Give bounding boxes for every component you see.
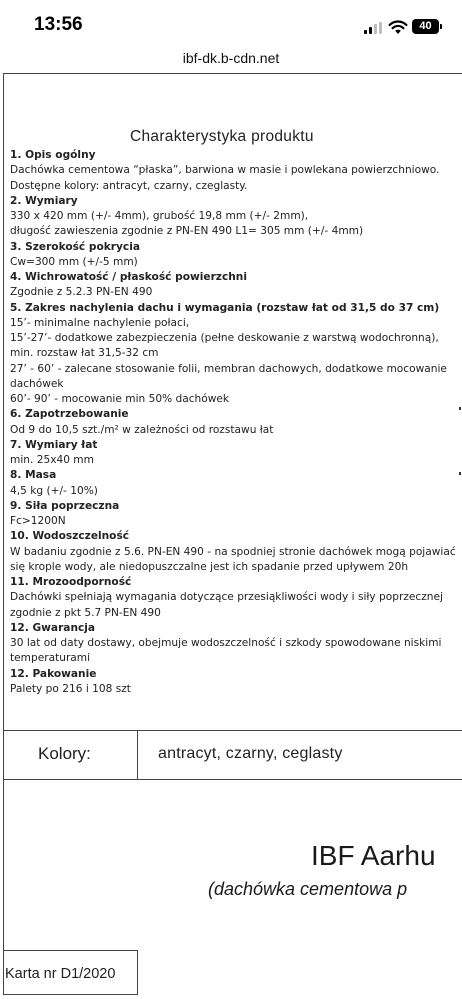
spec-heading: 4. Wichrowatość / płaskość powierzchni bbox=[10, 271, 247, 283]
spec-text: dachówek bbox=[10, 377, 64, 390]
spec-text: 27’ - 60’ - zalecane stosowanie folii, membran dachowych, dodatkowe mocowanie bbox=[10, 362, 447, 375]
spec-text: temperaturami bbox=[10, 652, 91, 665]
wifi-icon bbox=[388, 19, 408, 35]
spec-heading: 10. Wodoszczelność bbox=[10, 530, 130, 543]
spec-heading: 12. Pakowanie bbox=[10, 667, 97, 680]
spec-heading: 6. Zapotrzebowanie bbox=[10, 408, 129, 421]
colors-value: antracyt, czarny, ceglasty bbox=[158, 745, 343, 762]
spec-heading: 1. Opis ogólny bbox=[10, 149, 96, 161]
status-bar bbox=[0, 0, 462, 50]
spec-text: Fc>1200N bbox=[10, 515, 66, 527]
frame-border-top bbox=[3, 73, 462, 74]
spec-text: 30 lat od daty dostawy, obejmuje wodoszczelność i szkody spowodowane niskimi bbox=[10, 637, 442, 649]
frame-border-left bbox=[3, 73, 4, 995]
table-line-colors-bottom bbox=[3, 779, 462, 780]
spec-heading: 9. Siła poprzeczna bbox=[10, 499, 120, 512]
scan-mark bbox=[459, 472, 461, 475]
browser-url[interactable]: ibf-dk.b-cdn.net bbox=[182, 50, 280, 66]
spec-text: 330 x 420 mm (+/- 4mm), grubość 19,8 mm (+/- 2mm), bbox=[10, 210, 309, 222]
spec-text: się krople wody, ale niedopuszczalne jest ich spadanie przed upływem 20h bbox=[10, 560, 409, 573]
document-title: Charakterystyka produktu bbox=[130, 128, 314, 145]
spec-text: W badaniu zgodnie z 5.6. PN-EN 490 - na spodniej stronie dachówek mogą pojawiać bbox=[10, 545, 456, 558]
spec-text: Cw=300 mm (+/-5 mm) bbox=[10, 255, 138, 268]
spec-text: Dachówki spełniają wymagania dotyczące przesiąkliwości wody i siły poprzecznej bbox=[10, 591, 443, 604]
scan-mark bbox=[459, 407, 461, 410]
status-time: 13:56 bbox=[34, 14, 83, 35]
spec-heading: 5. Zakres nachylenia dachu i wymagania (rozstaw łat od 31,5 do 37 cm) bbox=[10, 301, 440, 314]
table-line-card-top bbox=[3, 950, 137, 951]
battery-tip bbox=[440, 24, 442, 29]
spec-heading: 8. Masa bbox=[10, 469, 57, 482]
spec-heading: 12. Gwarancja bbox=[10, 621, 96, 634]
spec-text: 4,5 kg (+/- 10%) bbox=[10, 484, 98, 497]
table-line-bottom bbox=[3, 994, 137, 995]
card-number: Karta nr D1/2020 bbox=[5, 966, 116, 982]
table-divider-card bbox=[137, 950, 138, 995]
battery-icon: 40 bbox=[412, 19, 439, 34]
spec-text: długość zawieszenia zgodnie z PN-EN 490 L1= 305 mm (+/- 4mm) bbox=[10, 225, 364, 238]
spec-list bbox=[10, 148, 460, 697]
spec-heading: 2. Wymiary bbox=[10, 194, 78, 207]
table-divider-colors bbox=[137, 730, 138, 779]
spec-text: 60’- 90’ - mocowanie min 50% dachówek bbox=[10, 393, 230, 405]
spec-text: Zgodnie z 5.2.3 PN-EN 490 bbox=[10, 286, 153, 299]
signal-icon bbox=[364, 22, 382, 34]
spec-text: Od 9 do 10,5 szt./m² w zależności od rozstawu łat bbox=[10, 423, 274, 436]
spec-text: 15’- minimalne nachylenie połaci, bbox=[10, 316, 190, 329]
company-subtitle: (dachówka cementowa p bbox=[208, 879, 408, 899]
spec-text: min. rozstaw łat 31,5-32 cm bbox=[10, 347, 159, 360]
spec-heading: 3. Szerokość pokrycia bbox=[10, 240, 140, 253]
company-title: IBF Aarhu bbox=[311, 840, 436, 871]
spec-text: Palety po 216 i 108 szt bbox=[10, 682, 131, 695]
spec-heading: 11. Mrozoodporność bbox=[10, 576, 132, 588]
spec-text: min. 25x40 mm bbox=[10, 454, 94, 466]
spec-text: Dostępne kolory: antracyt, czarny, czeglasty. bbox=[10, 179, 248, 192]
spec-text: Dachówka cementowa “płaska”, barwiona w masie i powlekana powierzchniowo. bbox=[10, 164, 440, 177]
colors-label: Kolory: bbox=[38, 744, 91, 763]
spec-text: zgodnie z pkt 5.7 PN-EN 490 bbox=[10, 606, 161, 619]
spec-heading: 7. Wymiary łat bbox=[10, 438, 98, 451]
table-line-top bbox=[3, 730, 462, 731]
spec-text: 15’-27’- dodatkowe zabezpieczenia (pełne deskowanie z warstwą wodochronną), bbox=[10, 332, 439, 344]
